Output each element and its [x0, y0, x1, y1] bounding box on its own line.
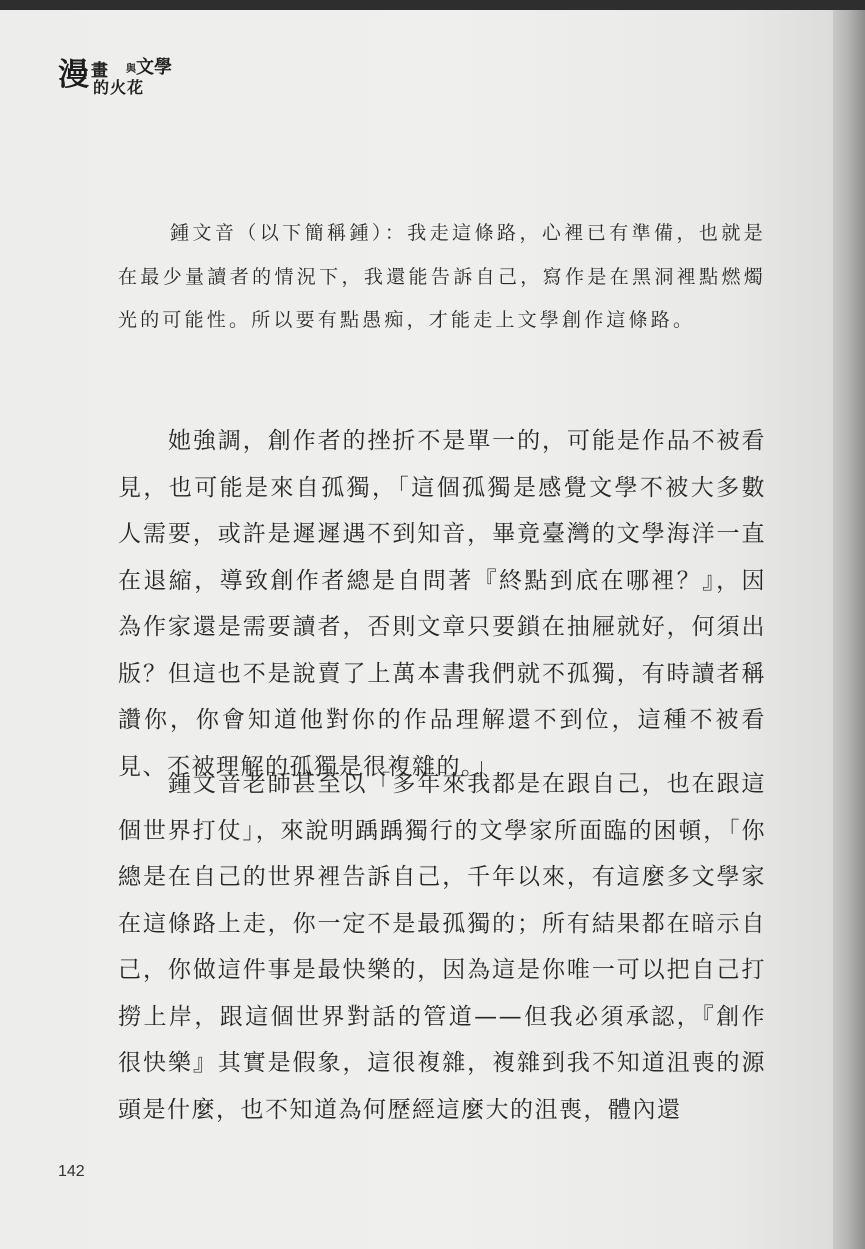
logo-char-mid: 畫: [91, 61, 108, 81]
page-number: 142: [58, 1163, 85, 1180]
body-paragraph-2: 鍾文音老師甚至以「多年來我都是在跟自己，也在跟這個世界打仗」，來說明踽踽獨行的文學家所面臨的困頓，「你總是在自己的世界裡告訴自己，千年以來，有這麼多文學家在這條路上走，你一定不是最孤獨的；所有結果都在暗示自己，你做這件事是最快樂的，因為這是你唯一可以把自己打撈上岸，跟這個世界對話的管道——但我必須承認，『創作很快樂』其實是假象，這很複雜，複雜到我不知道沮喪的源頭是什麼，也不知道為何歷經這麼大的沮喪，體內還: [118, 771, 766, 1123]
logo-char-big: 漫: [58, 57, 89, 93]
interview-quote-paragraph: 鍾文音（以下簡稱鍾）：我走這條路，心裡已有準備，也就是在最少量讀者的情況下，我還能告訴自己，寫作是在黑洞裡點燃燭光的可能性。所以要有點愚痴，才能走上文學創作這條路。: [118, 222, 766, 331]
logo-line-two: 的火花: [93, 78, 145, 97]
page-gutter-shadow: [833, 10, 865, 1249]
running-header-logo: [58, 56, 178, 106]
logo-char-small: 與: [126, 64, 136, 75]
body-paragraph-1: 她強調，創作者的挫折不是單一的，可能是作品不被看見，也可能是來自孤獨，「這個孤獨是感覺文學不被大多數人需要，或許是遲遲遇不到知音，畢竟臺灣的文學海洋一直在退縮，導致創作者總是自問著『終點到底在哪裡？』，因為作家還是需要讀者，否則文章只要鎖在抽屜就好，何須出版？但這也不是說賣了上萬本書我們就不孤獨，有時讀者稱讚你，你會知道他對你的作品理解還不到位，這種不被看見、不被理解的孤獨是很複雜的。」: [118, 428, 766, 780]
logo-chars-literature: 文學: [136, 57, 172, 78]
